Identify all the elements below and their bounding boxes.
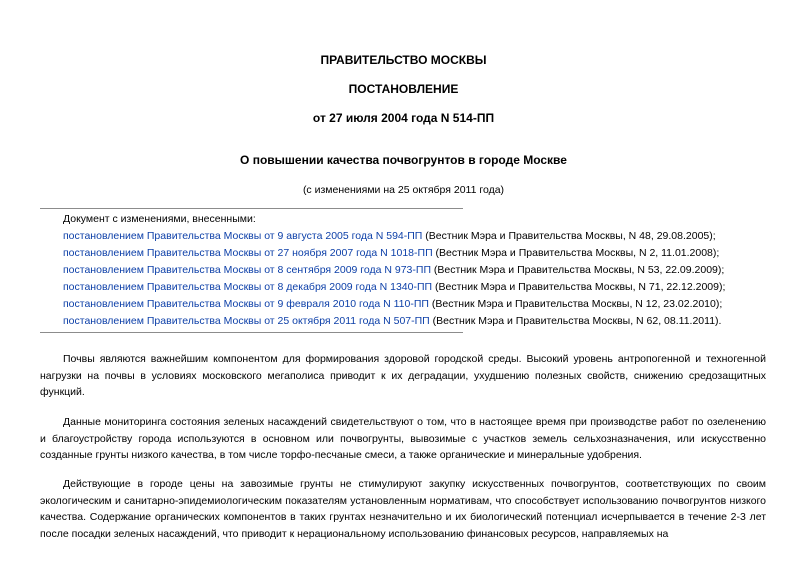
- amendment-source: (Вестник Мэра и Правительства Москвы, N 48, 29.08.2005);: [422, 230, 716, 242]
- amendment-source: (Вестник Мэра и Правительства Москвы, N 62, 08.11.2011).: [429, 315, 722, 327]
- amendment-item: [63, 279, 783, 296]
- amendment-link[interactable]: постановлением Правительства Москвы от 8 сентября 2009 года N 973-ПП: [63, 264, 431, 276]
- amendment-link[interactable]: постановлением Правительства Москвы от 27 ноября 2007 года N 1018-ПП: [63, 247, 433, 259]
- amendment-item: [63, 313, 783, 330]
- amendment-source: (Вестник Мэра и Правительства Москвы, N 53, 22.09.2009);: [431, 264, 725, 276]
- amendment-link[interactable]: постановлением Правительства Москвы от 8 декабря 2009 года N 1340-ПП: [63, 281, 433, 293]
- amendment-source: (Вестник Мэра и Правительства Москвы, N 2, 11.01.2008);: [432, 247, 720, 259]
- changes-top-divider: [40, 208, 463, 209]
- amendment-source: (Вестник Мэра и Правительства Москвы, N 12, 23.02.2010);: [428, 298, 723, 310]
- changes-bottom-divider: [40, 332, 463, 333]
- amendment-item: [63, 262, 783, 279]
- revision-note: (с изменениями на 25 октября 2011 года): [302, 184, 505, 196]
- body-paragraph: Почвы являются важнейшим компонентом для формирования здоровой городской среды. Высокий уровень антропогенной и техногенной нагрузки на почвы в условиях московского мегаполиса приводит к их деградации, ухудшению полезных свойств, снижению средозащитных функций.: [40, 353, 766, 398]
- amendment-item: [63, 245, 783, 262]
- amendments-list: [63, 211, 783, 330]
- body-paragraph: Действующие в городе цены на завозимые грунты не стимулируют закупку искусственных почвогрунтов, соответствующих по своим экологическим и санитарно-эпидемиологическим показателям установленным нормативам, что способствует использованию почвогрунтов низкого качества. Содержание органических компонентов в таких грунтах незначительно и их биологический потенциал исчерпывается в течение 2-3 лет после посадки зеленых насаждений, что приводит к нерациональному использованию финансовых ресурсов, направляемых на: [40, 478, 766, 540]
- document-date-number: от 27 июля 2004 года N 514-ПП: [312, 111, 495, 125]
- amendment-source: (Вестник Мэра и Правительства Москвы, N 71, 22.12.2009);: [432, 281, 726, 293]
- amendment-item: [63, 228, 783, 245]
- amendment-link[interactable]: постановлением Правительства Москвы от 25 октября 2011 года N 507-ПП: [63, 315, 430, 327]
- document-title: О повышении качества почвогрунтов в городе Москве: [240, 153, 567, 167]
- document-type: ПОСТАНОВЛЕНИЕ: [348, 82, 459, 96]
- body-paragraph: Данные мониторинга состояния зеленых насаждений свидетельствуют о том, что в настоящее время при производстве работ по озеленению и благоустройству города используются в основном или почвогрунты, вывозимые с участков земель сельхозназначения, или искусственно созданные грунты низкого качества, в том числе торфо-песчаные смеси, а также органические и минеральные удобрения.: [40, 416, 766, 461]
- amendment-link[interactable]: постановлением Правительства Москвы от 9 августа 2005 года N 594-ПП: [63, 230, 423, 242]
- amendments-intro: Документ с изменениями, внесенными:: [63, 213, 256, 225]
- amendment-item: [63, 296, 783, 313]
- amendment-link[interactable]: постановлением Правительства Москвы от 9 февраля 2010 года N 110-ПП: [63, 298, 429, 310]
- issuing-authority: ПРАВИТЕЛЬСТВО МОСКВЫ: [320, 53, 487, 67]
